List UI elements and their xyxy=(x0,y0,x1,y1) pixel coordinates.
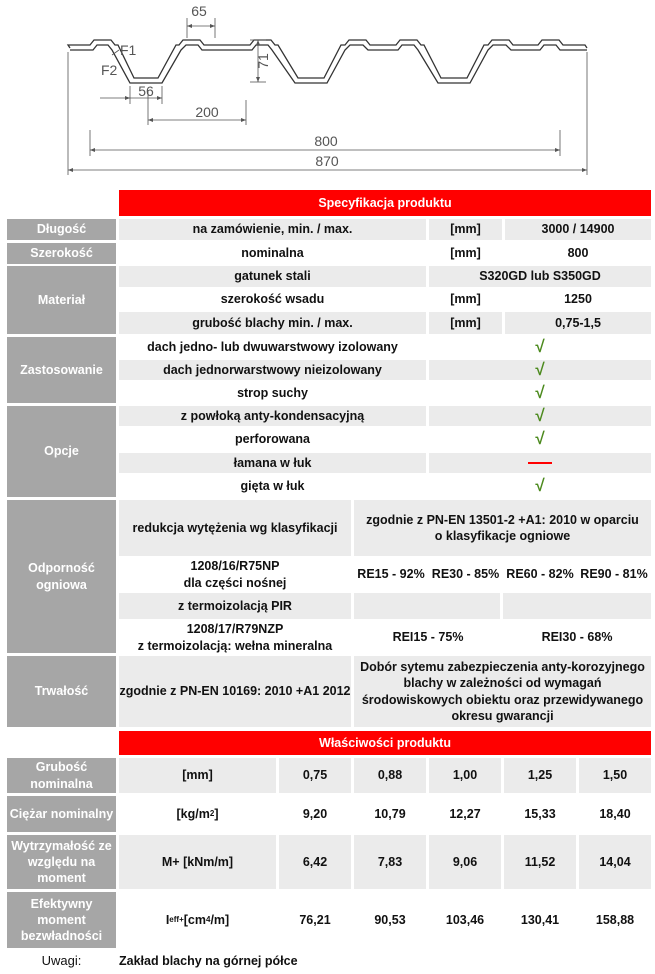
props-unit: I eff + [cm 4 /m] xyxy=(165,912,230,927)
options-label: Opcje xyxy=(7,406,116,497)
fire-row2-value: RE90 - 81% xyxy=(580,567,648,582)
material-coil-value: 1250 xyxy=(564,292,592,307)
durability-label: Trwałość xyxy=(7,656,116,727)
check-icon: √ xyxy=(535,476,545,496)
dim-870-label: 870 xyxy=(315,153,339,169)
sheet-profile xyxy=(68,40,587,83)
fire-resistance-label: Odporność ogniowa xyxy=(7,500,116,653)
props-value: 9,20 xyxy=(302,806,328,821)
props-value: 10,79 xyxy=(374,806,406,821)
fire-row4-value: REI15 - 75% xyxy=(392,630,464,645)
fire-row2-value: RE15 - 92% xyxy=(357,567,425,582)
props-unit-main: I xyxy=(165,912,170,927)
fire-row3-value-empty xyxy=(503,593,651,619)
props-value: 12,27 xyxy=(449,806,481,821)
application-item: dach jedno- lub dwuwarstwowy izolowany xyxy=(147,339,398,354)
application-item: dach jednorwarstwowy nieizolowany xyxy=(119,360,426,380)
profile-drawing xyxy=(0,0,655,185)
width-value: 800 xyxy=(567,246,589,261)
check-icon: √ xyxy=(429,406,651,426)
props-value: 76,21 xyxy=(299,912,331,927)
props-value: 6,42 xyxy=(279,835,351,889)
dim-800-label: 800 xyxy=(314,133,338,149)
props-value: 7,83 xyxy=(354,835,426,889)
length-desc: na zamówienie, min. / max. xyxy=(119,219,426,240)
material-label: Materiał xyxy=(7,266,116,334)
props-value: 103,46 xyxy=(445,912,485,927)
dim-200-label: 200 xyxy=(195,104,219,120)
check-icon: √ xyxy=(535,382,545,402)
notes-label: Uwagi: xyxy=(41,952,82,968)
props-value: 1,25 xyxy=(504,758,576,793)
props-unit: M+ [kNm/m] xyxy=(119,835,276,889)
props-value: 158,88 xyxy=(595,912,635,927)
props-value: 14,04 xyxy=(579,835,651,889)
props-label-strength: Wytrzymałość ze względu na moment xyxy=(7,835,116,889)
fire-row3-value-empty xyxy=(354,593,500,619)
fire-row4-desc xyxy=(119,622,351,653)
material-grade-value: S320GD lub S350GD xyxy=(429,266,651,287)
fire-row2-value: RE30 - 85% xyxy=(431,567,500,582)
fire-row4-value: REI30 - 68% xyxy=(541,630,613,645)
not-available-dash xyxy=(429,453,651,473)
durability-desc: zgodnie z PN-EN 10169: 2010 +A1 2012 xyxy=(119,656,351,727)
length-label: Długość xyxy=(7,219,116,240)
fire-row4-desc-line1: 1208/17/R79NZP xyxy=(186,622,284,637)
options-item: perforowana xyxy=(234,432,310,447)
fire-row3-desc: z termoizolacją PIR xyxy=(119,593,351,619)
length-value: 3000 / 14900 xyxy=(505,219,651,240)
props-unit-mid: [cm xyxy=(183,912,206,927)
fire-row1-desc: redukcja wytężenia wg klasyfikacji xyxy=(119,500,351,556)
options-item: łamana w łuk xyxy=(119,453,426,473)
props-value: 18,40 xyxy=(599,806,631,821)
props-value: 1,50 xyxy=(579,758,651,793)
props-value: 15,33 xyxy=(524,806,556,821)
props-value: 130,41 xyxy=(520,912,560,927)
options-item: gięta w łuk xyxy=(240,479,305,494)
props-unit: [kg/m 2 ] xyxy=(176,806,219,821)
props-label-weight: Ciężar nominalny xyxy=(7,796,116,832)
props-value: 0,75 xyxy=(279,758,351,793)
fire-row2-desc-line2: dla części nośnej xyxy=(183,575,287,590)
flange-f2-label: F2 xyxy=(101,62,118,78)
props-value: 0,88 xyxy=(354,758,426,793)
props-label-inertia: Efektywny moment bezwładności xyxy=(7,892,116,948)
material-thick-desc: grubość blachy min. / max. xyxy=(119,312,426,334)
props-unit-main: [kg/m xyxy=(176,806,210,821)
flange-f1-label: F1 xyxy=(120,42,137,58)
application-label: Zastosowanie xyxy=(7,337,116,403)
material-grade-desc: gatunek stali xyxy=(119,266,426,287)
length-unit: [mm] xyxy=(429,219,502,240)
props-value: 90,53 xyxy=(374,912,406,927)
fire-row2-desc xyxy=(119,559,351,590)
dim-71-label: 71 xyxy=(255,53,271,69)
props-value: 11,52 xyxy=(504,835,576,889)
props-header: Właściwości produktu xyxy=(119,731,651,755)
props-unit: [mm] xyxy=(119,758,276,793)
notes-value: Zakład blachy na górnej półce xyxy=(119,953,298,968)
fire-row4-desc-line2: z termoizolacją: wełna mineralna xyxy=(137,638,333,653)
material-coil-unit: [mm] xyxy=(450,292,481,307)
width-label: Szerokość xyxy=(7,243,116,264)
width-desc: nominalna xyxy=(241,246,304,261)
check-icon: √ xyxy=(535,429,545,449)
material-coil-desc: szerokość wsadu xyxy=(220,292,325,307)
check-icon: √ xyxy=(429,360,651,380)
durability-value: Dobór sytemu zabezpieczenia anty-korozyjnego blachy w zależności od wymagań środowiskowych obiektu oraz przewidywanego okresu gwarancji xyxy=(354,656,651,727)
props-label-thickness: Grubość nominalna xyxy=(7,758,116,793)
props-value: 9,06 xyxy=(429,835,501,889)
props-unit-end: /m] xyxy=(210,912,230,927)
dash-icon xyxy=(528,462,552,464)
fire-row1-value: zgodnie z PN-EN 13501-2 +A1: 2010 w oparciu o klasyfikacje ogniowe xyxy=(354,500,651,556)
props-unit-end: ] xyxy=(214,806,219,821)
spec-header: Specyfikacja produktu xyxy=(119,190,651,216)
material-thick-unit: [mm] xyxy=(429,312,502,334)
material-thick-value: 0,75-1,5 xyxy=(505,312,651,334)
options-item: z powłoką anty-kondensacyjną xyxy=(119,406,426,426)
props-value: 1,00 xyxy=(429,758,501,793)
fire-row2-value: RE60 - 82% xyxy=(506,567,574,582)
dim-56-label: 56 xyxy=(138,83,154,99)
width-unit: [mm] xyxy=(450,246,481,261)
application-item: strop suchy xyxy=(237,385,308,400)
check-icon: √ xyxy=(535,336,545,356)
dim-65-label: 65 xyxy=(191,3,207,19)
fire-row2-desc-line1: 1208/16/R75NP xyxy=(190,559,280,574)
